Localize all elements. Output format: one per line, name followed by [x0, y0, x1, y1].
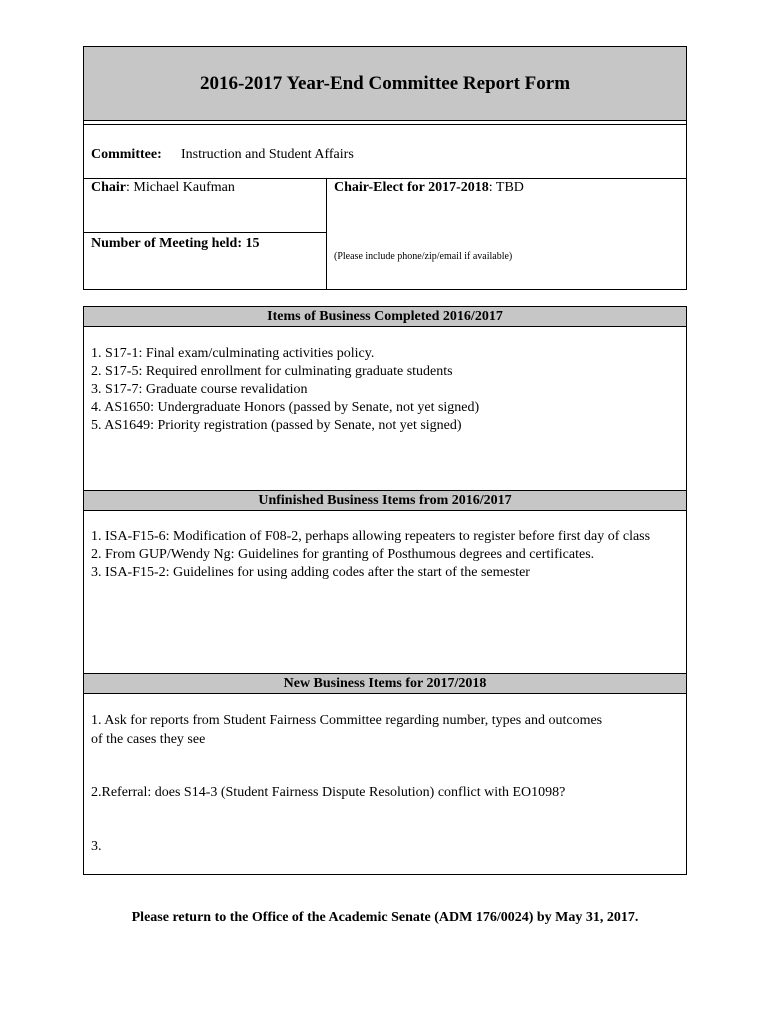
list-item: 4. AS1650: Undergraduate Honors (passed by Senate, not yet signed) [91, 400, 480, 415]
column-divider [326, 178, 327, 289]
chair-elect-label: Chair-Elect for 2017-2018 [334, 180, 489, 195]
chair-field [91, 180, 235, 196]
return-instructions: Please return to the Office of the Academic Senate (ADM 176/0024) by May 31, 2017. [131, 910, 639, 925]
new-business-item-2: 2.Referral: does S14-3 (Student Fairness Dispute Resolution) conflict with EO1098? [91, 785, 566, 800]
chair-value: : Michael Kaufman [126, 180, 235, 195]
committee-row [84, 125, 686, 179]
chair-section [84, 178, 686, 289]
committee-label: Committee: [91, 147, 162, 162]
list-item: 2. From GUP/Wendy Ng: Guidelines for granting of Posthumous degrees and certificates. [91, 547, 595, 562]
form-title: 2016-2017 Year-End Committee Report Form [199, 72, 571, 94]
chair-elect-value: : TBD [488, 180, 524, 195]
list-item: 2. S17-5: Required enrollment for culminating graduate students [91, 364, 453, 379]
new-business-heading [84, 673, 686, 694]
row-divider [84, 232, 326, 233]
list-item: 3. S17-7: Graduate course revalidation [91, 382, 308, 397]
new-business-item-3: 3. [91, 839, 102, 854]
completed-heading-text: Items of Business Completed 2016/2017 [267, 308, 503, 324]
header-form-box [83, 46, 687, 290]
completed-heading [84, 307, 686, 327]
list-item: 5. AS1649: Priority registration (passed by Senate, not yet signed) [91, 418, 462, 433]
list-item: 1. S17-1: Final exam/culminating activities policy. [91, 346, 375, 361]
completed-list [91, 345, 479, 435]
new-business-heading-text: New Business Items for 2017/2018 [283, 675, 487, 691]
unfinished-heading-text: Unfinished Business Items from 2016/2017 [258, 492, 512, 508]
new-business-item-1-line-1: 1. Ask for reports from Student Fairness Committee regarding number, types and outcomes [91, 713, 603, 728]
meetings-held: Number of Meeting held: 15 [91, 236, 260, 251]
contact-note: (Please include phone/zip/email if available) [334, 251, 513, 262]
chair-label: Chair [91, 180, 126, 195]
unfinished-list [91, 528, 650, 582]
new-business-item-1-line-2: of the cases they see [91, 732, 206, 747]
committee-value: Instruction and Student Affairs [181, 147, 354, 162]
unfinished-heading [84, 490, 686, 511]
new-business-item-1 [91, 711, 602, 749]
list-item: 1. ISA-F15-6: Modification of F08-2, perhaps allowing repeaters to register before first day of class [91, 529, 651, 544]
business-items-box [83, 306, 687, 875]
form-title-bar [84, 47, 686, 121]
list-item: 3. ISA-F15-2: Guidelines for using adding codes after the start of the semester [91, 565, 530, 580]
chair-elect-field [334, 180, 524, 196]
